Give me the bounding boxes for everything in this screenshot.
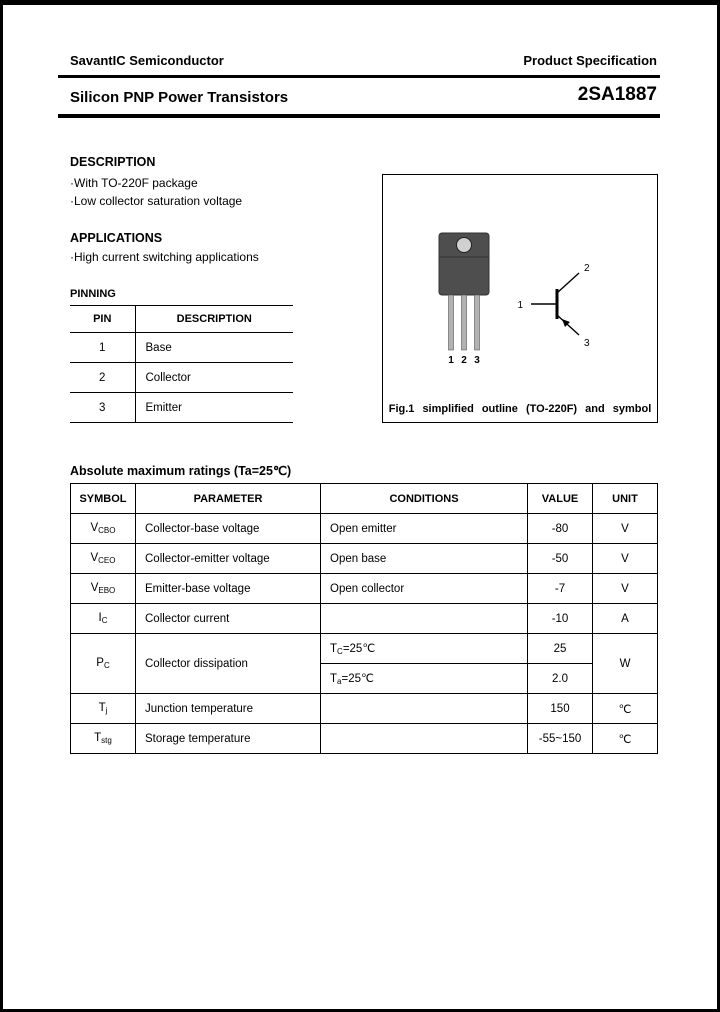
symbol-subscript: EBO: [98, 586, 116, 595]
condition-cell: [321, 634, 528, 664]
value-column-header: VALUE: [528, 484, 593, 514]
package-pin-label: 2: [461, 355, 467, 366]
title-divider: [58, 114, 660, 118]
symbol-pin-label-collector: 2: [584, 263, 590, 274]
pnp-symbol: [517, 263, 590, 349]
symbol-base: T: [98, 702, 106, 714]
pin-number: 2: [70, 363, 135, 393]
symbol-collector-lead: [557, 273, 579, 293]
value-cell: -80: [528, 514, 593, 544]
description-item: ·Low collector saturation voltage: [70, 194, 243, 208]
figure-drawing: [383, 177, 657, 389]
conditions-column-header: CONDITIONS: [321, 484, 528, 514]
pinning-header-row: [70, 306, 293, 333]
description-column-header: DESCRIPTION: [135, 306, 293, 333]
table-row: [71, 724, 658, 754]
symbol-cell: [71, 634, 136, 694]
applications-item: ·High current switching applications: [70, 250, 259, 264]
pin-description: Emitter: [135, 393, 293, 423]
pin-number: 3: [70, 393, 135, 423]
page-title: Silicon PNP Power Transistors: [70, 89, 289, 106]
condition-cell: [321, 724, 528, 754]
value-cell: 2.0: [528, 664, 593, 694]
condition-cell: [321, 604, 528, 634]
symbol-subscript: CBO: [98, 526, 116, 535]
symbol-subscript: stg: [101, 736, 112, 745]
figure-box: [382, 174, 658, 423]
condition-base: T: [330, 673, 338, 685]
mounting-hole: [457, 238, 472, 253]
package-pin-label: 1: [448, 355, 454, 366]
parameter-cell: Collector-base voltage: [136, 514, 321, 544]
parameter-column-header: PARAMETER: [136, 484, 321, 514]
symbol-subscript: j: [105, 706, 108, 715]
value-cell: 25: [528, 634, 593, 664]
unit-cell: ℃: [593, 694, 658, 724]
symbol-cell: [71, 574, 136, 604]
symbol-base: T: [94, 732, 102, 744]
package-pin-label: 3: [474, 355, 480, 366]
symbol-cell: [71, 724, 136, 754]
package-lead: [475, 295, 480, 350]
symbol-base: P: [96, 657, 104, 669]
symbol-pin-label-emitter: 3: [584, 338, 590, 349]
parameter-cell: Storage temperature: [136, 724, 321, 754]
table-row: [71, 604, 658, 634]
condition-subscript: C: [337, 647, 343, 656]
table-row: [70, 333, 293, 363]
pin-description: Base: [135, 333, 293, 363]
unit-cell: W: [593, 634, 658, 694]
description-item: ·With TO-220F package: [70, 176, 198, 190]
pin-description: Collector: [135, 363, 293, 393]
parameter-cell: Collector current: [136, 604, 321, 634]
symbol-base: I: [98, 612, 102, 624]
condition-subscript: a: [337, 677, 342, 686]
ratings-header-row: [71, 484, 658, 514]
to220f-package: [439, 233, 489, 366]
symbol-cell: [71, 544, 136, 574]
unit-cell: V: [593, 574, 658, 604]
table-row: [71, 514, 658, 544]
condition-cell: [321, 694, 528, 724]
table-row: [71, 634, 658, 664]
package-lead: [462, 295, 467, 350]
unit-cell: V: [593, 514, 658, 544]
parameter-cell: Collector dissipation: [136, 634, 321, 694]
condition-rest: =25℃: [342, 643, 376, 655]
package-lead: [449, 295, 454, 350]
figure-caption: Fig.1 simplified outline (TO-220F) and symbol: [388, 403, 652, 415]
ratings-heading: Absolute maximum ratings (Ta=25℃): [70, 464, 292, 478]
table-row: [70, 393, 293, 423]
symbol-pin-label-base: 1: [517, 300, 523, 311]
unit-cell: A: [593, 604, 658, 634]
pinning-heading: PINNING: [70, 288, 116, 300]
condition-cell: Open collector: [321, 574, 528, 604]
pinning-table: [70, 305, 293, 423]
parameter-cell: Collector-emitter voltage: [136, 544, 321, 574]
table-row: [70, 363, 293, 393]
condition-base: T: [330, 643, 338, 655]
header-divider: [58, 75, 660, 78]
unit-column-header: UNIT: [593, 484, 658, 514]
unit-cell: ℃: [593, 724, 658, 754]
pin-column-header: PIN: [70, 306, 135, 333]
symbol-base: V: [90, 582, 99, 594]
ratings-table: [70, 483, 658, 754]
table-row: [71, 574, 658, 604]
symbol-column-header: SYMBOL: [71, 484, 136, 514]
symbol-base: V: [90, 522, 99, 534]
symbol-cell: [71, 604, 136, 634]
symbol-subscript: C: [103, 661, 110, 670]
applications-heading: APPLICATIONS: [70, 231, 163, 245]
value-cell: -50: [528, 544, 593, 574]
description-heading: DESCRIPTION: [70, 155, 156, 169]
company-name: SavantIC Semiconductor: [70, 53, 224, 68]
value-cell: -10: [528, 604, 593, 634]
table-row: [71, 694, 658, 724]
symbol-cell: [71, 694, 136, 724]
value-cell: -7: [528, 574, 593, 604]
parameter-cell: Junction temperature: [136, 694, 321, 724]
symbol-subscript: C: [101, 616, 108, 625]
symbol-subscript: CEO: [98, 556, 116, 565]
symbol-emitter-lead: [557, 315, 579, 335]
pin-number: 1: [70, 333, 135, 363]
condition-cell: [321, 664, 528, 694]
value-cell: 150: [528, 694, 593, 724]
condition-cell: Open base: [321, 544, 528, 574]
unit-cell: V: [593, 544, 658, 574]
condition-rest: =25℃: [341, 673, 374, 685]
value-cell: -55~150: [528, 724, 593, 754]
parameter-cell: Emitter-base voltage: [136, 574, 321, 604]
condition-cell: Open emitter: [321, 514, 528, 544]
symbol-base: V: [90, 552, 99, 564]
table-row: [71, 544, 658, 574]
part-number: 2SA1887: [577, 84, 657, 105]
symbol-cell: [71, 514, 136, 544]
spec-label: Product Specification: [523, 53, 657, 68]
